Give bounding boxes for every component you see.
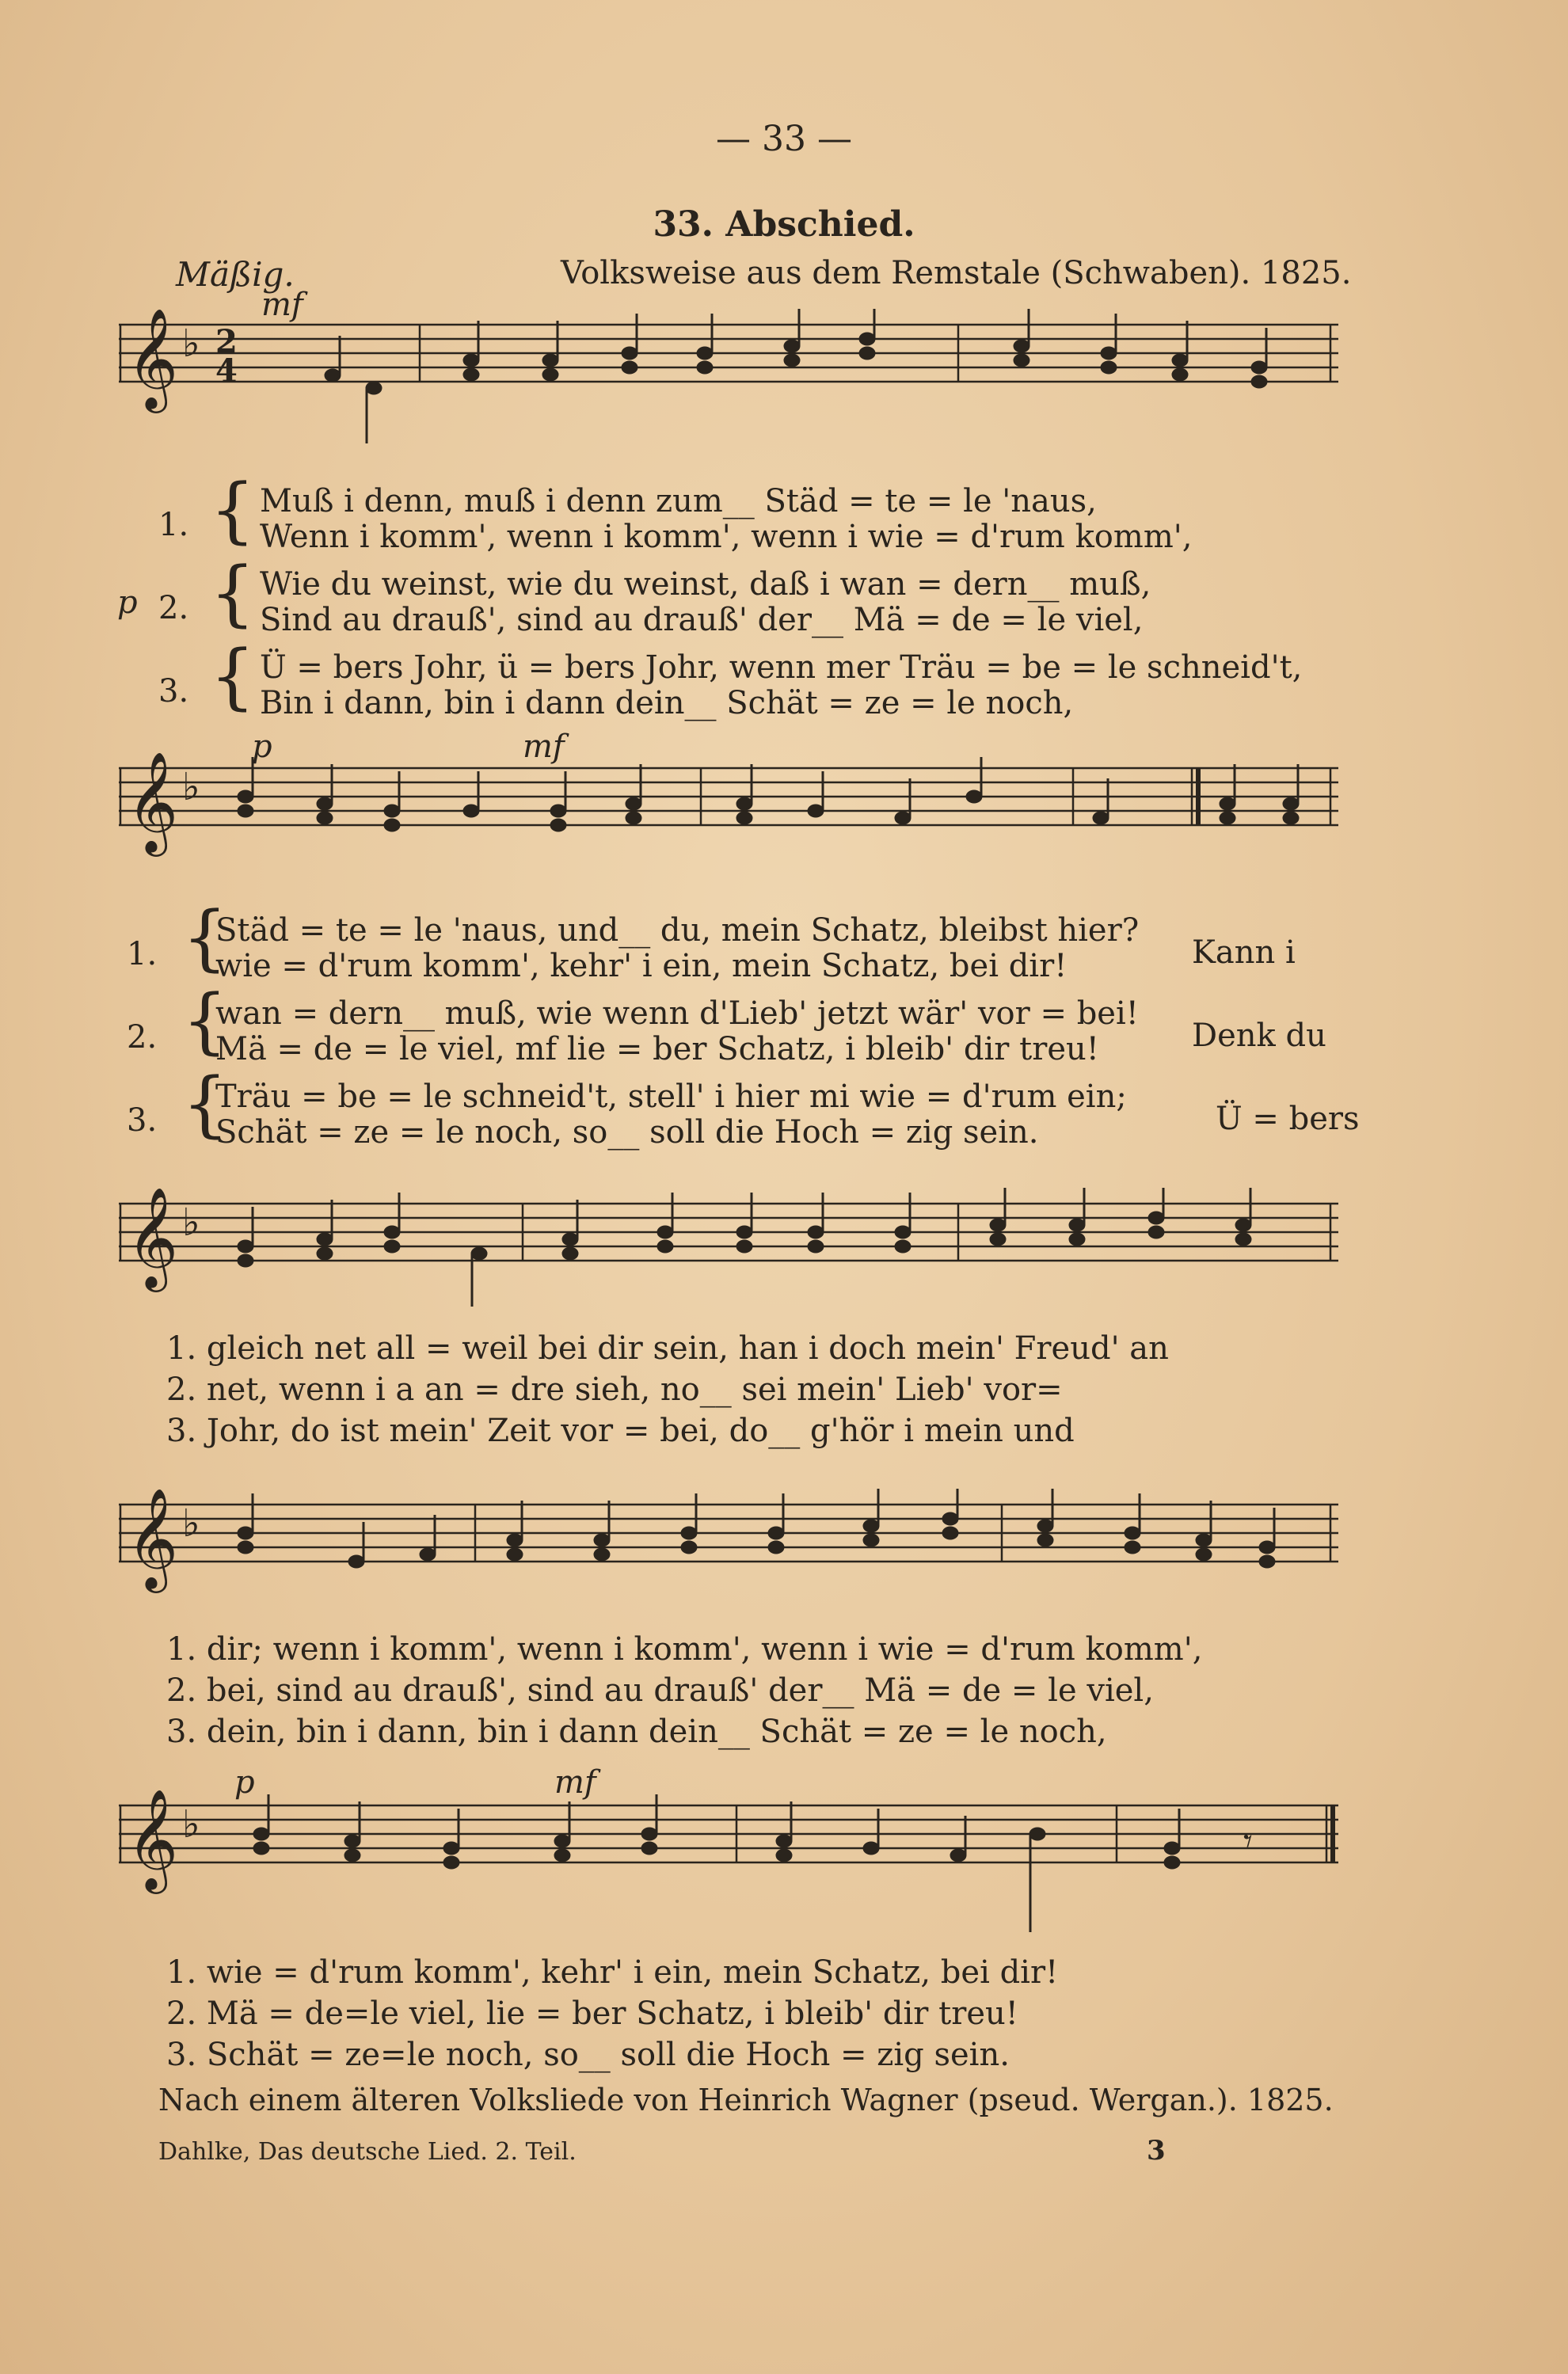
verse-number: 3. <box>127 1102 158 1139</box>
lyrics-line: 2. net, wenn i a an = dre sieh, no__ sei mein' Lieb' vor= <box>166 1372 1063 1408</box>
staff-system-3 <box>119 1188 1338 1346</box>
note <box>1125 1493 1140 1553</box>
note <box>595 1501 609 1560</box>
note <box>896 778 910 824</box>
note <box>472 1248 486 1307</box>
time-sig-bottom: 4 <box>215 352 238 390</box>
note <box>737 764 752 824</box>
note <box>508 1501 522 1560</box>
side-word: Kann i <box>1192 934 1296 971</box>
note <box>864 1809 878 1854</box>
lyrics-line: Sind au drauß', sind au drauß' der__ Mä = de = le viel, <box>260 602 1144 638</box>
brace-verse-1: { <box>210 469 256 552</box>
lyrics-line: Bin i dann, bin i dann dein__ Schät = ze = le noch, <box>260 685 1074 721</box>
flat-icon: ♭ <box>182 765 200 809</box>
note <box>698 314 712 373</box>
note <box>991 1188 1005 1245</box>
lyrics-line: 1. dir; wenn i komm', wenn i komm', wenn i wie = d'rum komm', <box>166 1631 1203 1668</box>
page-number: — 33 — <box>716 119 852 159</box>
note <box>238 757 253 816</box>
brace-verse-1: { <box>182 896 228 980</box>
note <box>345 1801 360 1861</box>
note <box>737 1193 752 1252</box>
note <box>464 321 478 380</box>
note <box>385 1193 399 1252</box>
verse-number: 3. <box>158 673 189 710</box>
note <box>1070 1188 1084 1245</box>
note <box>1197 1501 1211 1560</box>
footer-signature-mark: 3 <box>1147 2135 1166 2167</box>
lyrics-line: 2. bei, sind au drauß', sind au drauß' der__ Mä = de = le viel, <box>166 1672 1154 1709</box>
brace-verse-3: { <box>210 635 256 718</box>
note <box>325 336 340 381</box>
lyrics-line: 2. Mä = de=le viel, lie = ber Schatz, i bleib' dir treu! <box>166 1995 1018 2032</box>
time-sig-top: 2 <box>215 323 238 360</box>
note <box>254 1794 268 1854</box>
note <box>622 314 637 373</box>
treble-clef-icon: 𝄞 <box>127 309 179 409</box>
note <box>626 764 641 824</box>
note <box>1014 309 1029 366</box>
brace-verse-2: { <box>210 552 256 635</box>
dynamic-p: p <box>234 1764 255 1801</box>
note <box>1102 314 1116 373</box>
note <box>682 1493 696 1553</box>
dynamic-p-verse-2: p <box>117 584 138 621</box>
lyrics-line: 1. gleich net all = weil bei dir sein, han i doch mein' Freud' an <box>166 1330 1169 1367</box>
lyrics-line: wan = dern__ muß, wie wenn d'Lieb' jetzt wär' vor = bei! <box>215 995 1139 1032</box>
notes-system-1 <box>325 309 1266 443</box>
note <box>943 1489 957 1539</box>
note <box>951 1816 965 1861</box>
note <box>1236 1188 1250 1245</box>
note <box>1220 764 1235 824</box>
note <box>385 771 399 831</box>
note <box>555 1801 569 1861</box>
note <box>896 1193 910 1252</box>
verse-number: 2. <box>127 1019 158 1056</box>
note <box>860 309 874 359</box>
flat-icon: ♭ <box>182 321 200 366</box>
staff-system-1 <box>119 309 1338 491</box>
lyrics-line: Muß i denn, muß i denn zum__ Städ = te = le 'naus, <box>260 483 1097 519</box>
brace-verse-3: { <box>182 1063 228 1146</box>
note <box>421 1515 435 1560</box>
note <box>1173 321 1187 380</box>
note <box>464 771 478 816</box>
lyrics-line: 3. dein, bin i dann, bin i dann dein__ Schät = ze = le noch, <box>166 1714 1107 1750</box>
note <box>785 309 799 366</box>
verse-number: 1. <box>158 507 189 543</box>
dynamic-mf-1: mf <box>261 287 303 323</box>
staff-system-5 <box>119 1790 1338 1972</box>
lyrics-line: Städ = te = le 'naus, und__ du, mein Schatz, bleibst hier? <box>215 912 1140 949</box>
note <box>1038 1489 1052 1546</box>
rest-icon: 𝄾 <box>1243 1821 1253 1862</box>
note <box>349 1522 363 1567</box>
flat-icon: ♭ <box>182 1802 200 1847</box>
notes-system-4 <box>238 1489 1274 1567</box>
note <box>809 771 823 816</box>
treble-clef-icon: 𝄞 <box>127 1790 179 1889</box>
tempo-marking: Mäßig. <box>176 255 295 294</box>
lyrics-line: Schät = ze = le noch, so__ soll die Hoch = zig sein. <box>215 1114 1039 1151</box>
lyrics-credit: Nach einem älteren Volksliede von Heinrich Wagner (pseud. Wergan.). 1825. <box>158 2083 1334 2117</box>
flat-icon: ♭ <box>182 1501 200 1546</box>
side-word: Ü = bers <box>1216 1101 1360 1137</box>
note <box>1252 328 1266 387</box>
staff-system-2 <box>119 752 1338 911</box>
lyrics-line: 3. Schät = ze=le noch, so__ soll die Hoch = zig sein. <box>166 2037 1010 2073</box>
footer-book-title: Dahlke, Das deutsche Lied. 2. Teil. <box>158 2138 577 2166</box>
note <box>967 757 981 802</box>
note <box>658 1193 672 1252</box>
note <box>777 1801 791 1861</box>
dynamic-mf: mf <box>554 1764 596 1801</box>
note <box>543 321 558 380</box>
note <box>238 1493 253 1553</box>
treble-clef-icon: 𝄞 <box>127 752 179 852</box>
note <box>1260 1508 1274 1567</box>
note <box>238 1207 253 1266</box>
note <box>1165 1809 1179 1868</box>
lyrics-line: 1. wie = d'rum komm', kehr' i ein, mein Schatz, bei dir! <box>166 1954 1059 1991</box>
treble-clef-icon: 𝄞 <box>127 1489 179 1588</box>
lyrics-line: wie = d'rum komm', kehr' i ein, mein Schatz, bei dir! <box>215 948 1068 984</box>
verse-number: 2. <box>158 590 189 626</box>
brace-verse-2: { <box>182 980 228 1063</box>
note <box>1030 1828 1045 1932</box>
lyrics-line: Wie du weinst, wie du weinst, daß i wan = dern__ muß, <box>260 566 1151 603</box>
note <box>642 1794 657 1854</box>
lyrics-line: Wenn i komm', wenn i komm', wenn i wie = d'rum komm', <box>260 519 1193 555</box>
note <box>864 1489 878 1546</box>
verse-number: 1. <box>127 936 158 972</box>
lyrics-line: Mä = de = le viel, mf lie = ber Schatz, i bleib' dir treu! <box>215 1031 1099 1067</box>
lyrics-line: Ü = bers Johr, ü = bers Johr, wenn mer Träu = be = le schneid't, <box>260 649 1303 686</box>
note <box>1094 778 1108 824</box>
staff-system-4 <box>119 1489 1338 1647</box>
note <box>1284 764 1298 824</box>
lyrics-line: 3. Johr, do ist mein' Zeit vor = bei, do__ g'hör i mein und <box>166 1413 1075 1449</box>
flat-icon: ♭ <box>182 1200 200 1245</box>
note <box>563 1200 577 1259</box>
dynamic-mf: mf <box>523 729 565 765</box>
treble-clef-icon: 𝄞 <box>127 1188 179 1288</box>
note <box>769 1493 783 1553</box>
note <box>318 1200 332 1259</box>
dynamic-p: p <box>252 729 272 765</box>
side-word: Denk du <box>1192 1018 1326 1054</box>
note <box>551 771 565 831</box>
note <box>367 382 381 443</box>
note <box>1149 1188 1163 1238</box>
note <box>318 764 332 824</box>
note <box>809 1193 823 1252</box>
lyrics-line: Träu = be = le schneid't, stell' i hier mi wie = d'rum ein; <box>215 1079 1127 1115</box>
song-title: 33. Abschied. <box>653 204 915 245</box>
note <box>444 1809 459 1868</box>
melody-source: Volksweise aus dem Remstale (Schwaben). 1825. <box>561 255 1352 291</box>
